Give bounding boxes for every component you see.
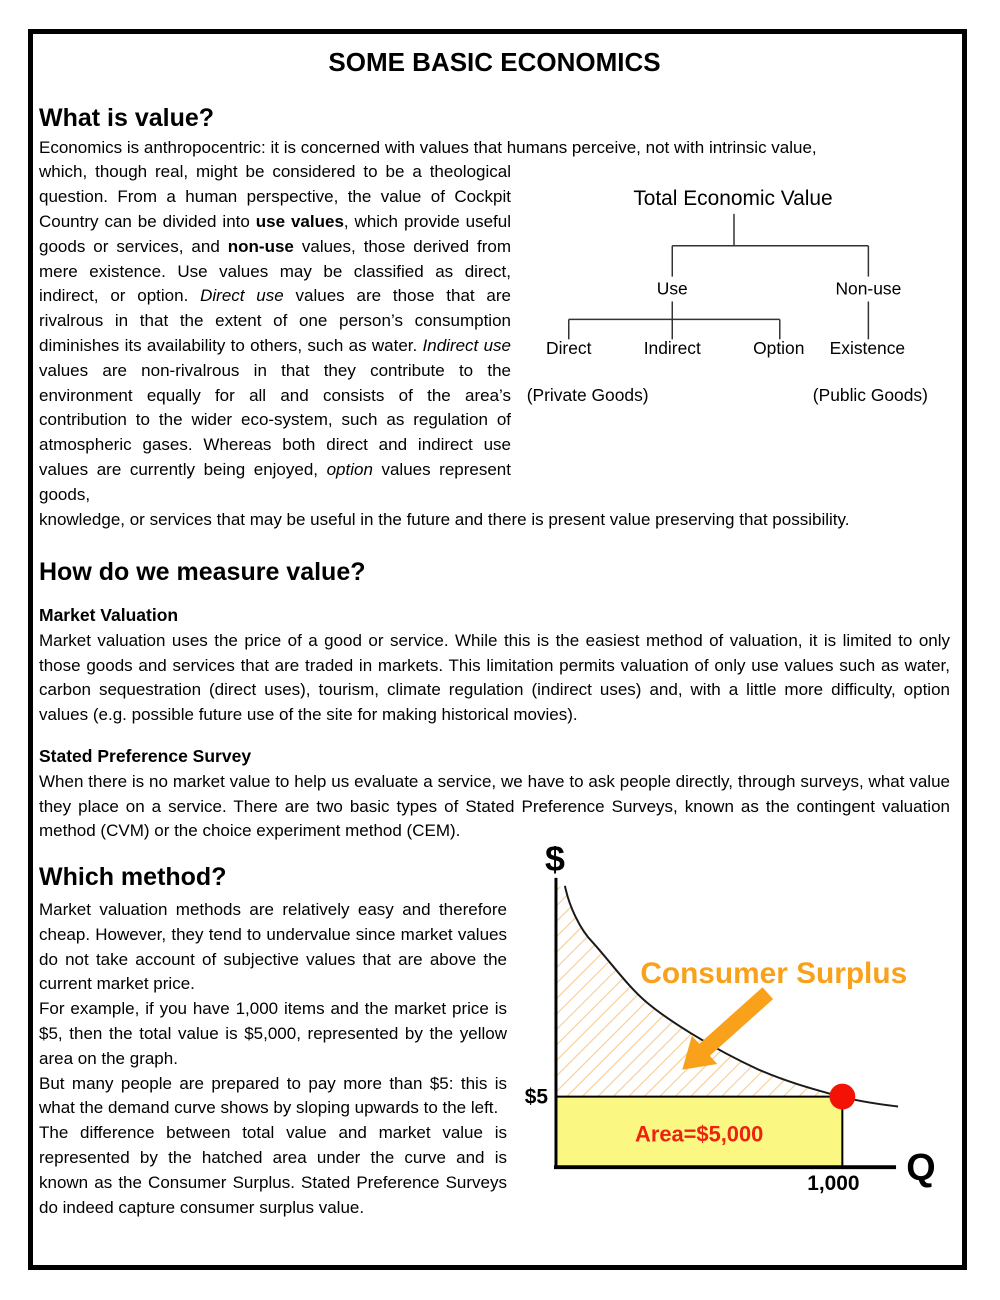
quantity-tick-label: 1,000 (807, 1172, 860, 1196)
subheading-market-valuation: Market Valuation (39, 605, 179, 626)
what-is-value-body: which, though real, might be considered to be a theological question. From a human perspective, the value of Cockpit Country can be divided into use values, which provide useful goods or services, and non-use values, those derived from mere existence. Use values may be classified as direct, indirect, or option. Direct use values are those that are rivalrous in that the extent of one person’s consumption diminishes its availability to others, such as water. Indirect use values are non-rivalrous in that they contribute to the environment equally for all and consists of the area’s contribution to the wider eco-system, such as regulation of atmospheric gases. Whereas both direct and indirect use values are currently being enjoyed, option values represent goods, (39, 162, 511, 504)
document-page (28, 29, 967, 1270)
which-method-paragraph-3: But many people are prepared to pay more than $5: this is what the demand curve shows by sloping upwards to the left. (39, 1073, 507, 1118)
what-is-value-row (39, 160, 950, 507)
subheading-stated-preference: Stated Preference Survey (39, 746, 252, 767)
tree-private-goods-label: (Private Goods) (526, 385, 649, 406)
stated-preference-body: When there is no market value to help us evaluate a service, we have to ask people directly, through surveys, what value they place on a service. There are two basic types of Stated Preference Surveys, known as the contingent valuation method (CVM) or the choice experiment method (CEM). (39, 771, 950, 841)
equilibrium-point-dot (829, 1084, 855, 1110)
what-is-value-outro-line: knowledge, or services that may be useful in the future and there is present value preserving that possibility. (39, 509, 850, 529)
which-method-paragraph-1: Market valuation methods are relatively easy and therefore cheap. However, they tend to undervalue since market values do not take account of subjective values that are above the current market price. (39, 899, 507, 994)
tree-option-label: Option (753, 338, 805, 359)
tree-nonuse-label: Non-use (835, 278, 902, 299)
section-which-method (39, 844, 950, 1220)
x-axis-label: Q (906, 1147, 936, 1190)
market-valuation-body: Market valuation uses the price of a good or service. While this is the easiest method of valuation, it is limited to only those goods and services that are traded in markets. This limitation permits valuation of only use values such as water, carbon sequestration (direct uses), tourism, climate regulation (indirect uses) and, with a little more difficulty, option values (e.g. possible future use of the site for making historical movies). (39, 630, 950, 725)
consumer-surplus-chart (507, 846, 950, 1204)
tree-existence-label: Existence (829, 338, 906, 359)
tree-diagram-svg (512, 180, 950, 414)
what-is-value-intro-line: Economics is anthropocentric: it is concerned with values that humans perceive, not with intrinsic value, (39, 137, 817, 157)
section-measure-value (39, 558, 950, 844)
area-value-label: Area=$5,000 (635, 1121, 764, 1147)
which-method-paragraph-2: For example, if you have 1,000 items and the market price is $5, then the total value is $5,000, represented by the yellow area on the graph. (39, 999, 507, 1068)
tree-public-goods-label: (Public Goods) (812, 385, 928, 406)
heading-which-method: Which method? (39, 863, 227, 892)
heading-measure-value: How do we measure value? (39, 558, 366, 587)
tree-direct-label: Direct (546, 338, 592, 359)
consumer-surplus-label: Consumer Surplus (640, 957, 908, 991)
y-axis-label: $ (545, 846, 565, 880)
tree-use-label: Use (656, 278, 688, 299)
which-method-text-column (39, 844, 507, 1220)
tree-root-label: Total Economic Value (633, 187, 833, 211)
heading-what-is-value: What is value? (39, 103, 215, 132)
which-method-paragraph-4: The difference between total value and market value is represented by the hatched area under the curve and is known as the Consumer Surplus. Stated Preference Surveys do indeed capture consumer surplus value. (39, 1123, 507, 1217)
demand-curve-svg (507, 846, 950, 1199)
total-economic-value-diagram (512, 180, 950, 419)
section-what-is-value (39, 104, 950, 533)
price-tick-label: $5 (524, 1085, 549, 1109)
page-title: SOME BASIC ECONOMICS (328, 47, 661, 77)
tree-indirect-label: Indirect (643, 338, 701, 359)
tree-connector-lines (569, 214, 869, 339)
